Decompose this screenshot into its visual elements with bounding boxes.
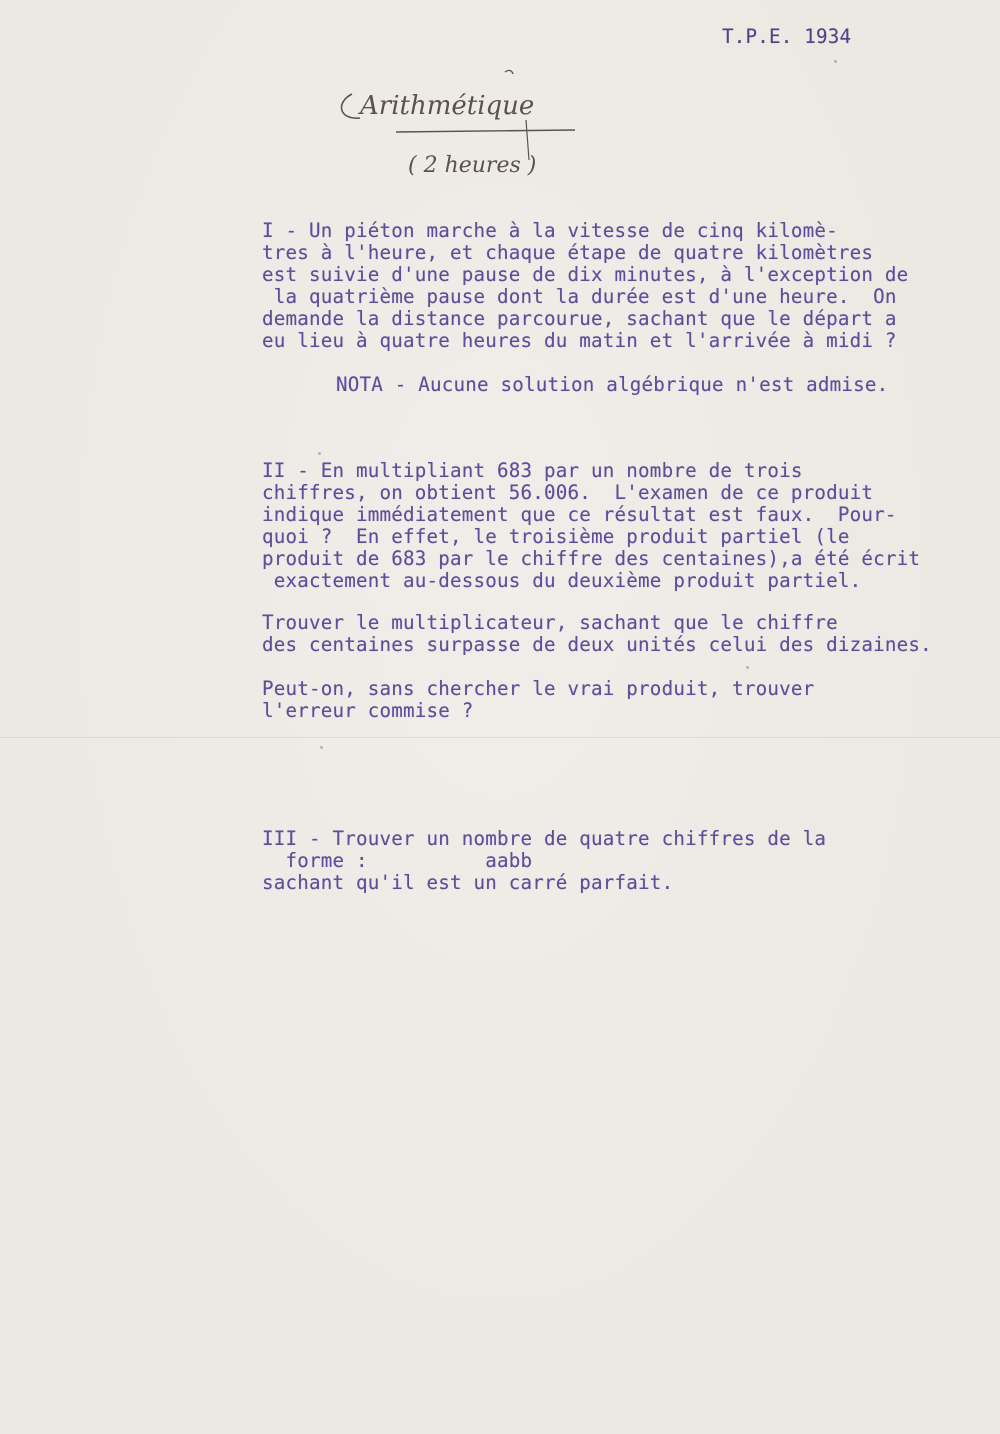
document-reference: T.P.E. 1934 bbox=[722, 25, 852, 48]
paper-speck bbox=[834, 60, 837, 63]
handwritten-title bbox=[330, 62, 630, 192]
paper-speck bbox=[746, 666, 749, 669]
paper-fold-line bbox=[0, 737, 1000, 738]
problem-2-task: Trouver le multiplicateur, sachant que le chiffre des centaines surpasse de deux unités celui des dizaines. bbox=[262, 611, 932, 656]
problem-3-text: III - Trouver un nombre de quatre chiffres de la forme : aabb sachant qu'il est un carré parfait. bbox=[262, 827, 827, 894]
handwritten-duration: ( 2 heures ) bbox=[408, 153, 537, 178]
problem-2-text: II - En multipliant 683 par un nombre de trois chiffres, on obtient 56.006. L'examen de ce produit indique immédiatement que ce résultat est faux. Pour- quoi ? En effet, le troisième produit partiel (le produit de 683 par le chiffre des centaines),a été écrit exactement au-dessous du deuxième produit partiel. bbox=[262, 459, 921, 592]
problem-1-text: I - Un piéton marche à la vitesse de cinq kilomè- tres à l'heure, et chaque étape de quatre kilomètres est suivie d'une pause de dix minutes, à l'exception de la quatrième pause dont la durée est d'une heure. On demande la distance parcourue, sachant que le départ a eu lieu à quatre heures du matin et l'arrivée à midi ? bbox=[262, 219, 909, 352]
paper-speck bbox=[318, 452, 321, 455]
problem-2-question: Peut-on, sans chercher le vrai produit, trouver l'erreur commise ? bbox=[262, 677, 815, 722]
paper-speck bbox=[320, 746, 323, 749]
handwritten-title-drawing bbox=[330, 62, 630, 192]
problem-1-nota: NOTA - Aucune solution algébrique n'est admise. bbox=[336, 373, 889, 396]
handwritten-subject: Arithmétique bbox=[360, 91, 535, 121]
